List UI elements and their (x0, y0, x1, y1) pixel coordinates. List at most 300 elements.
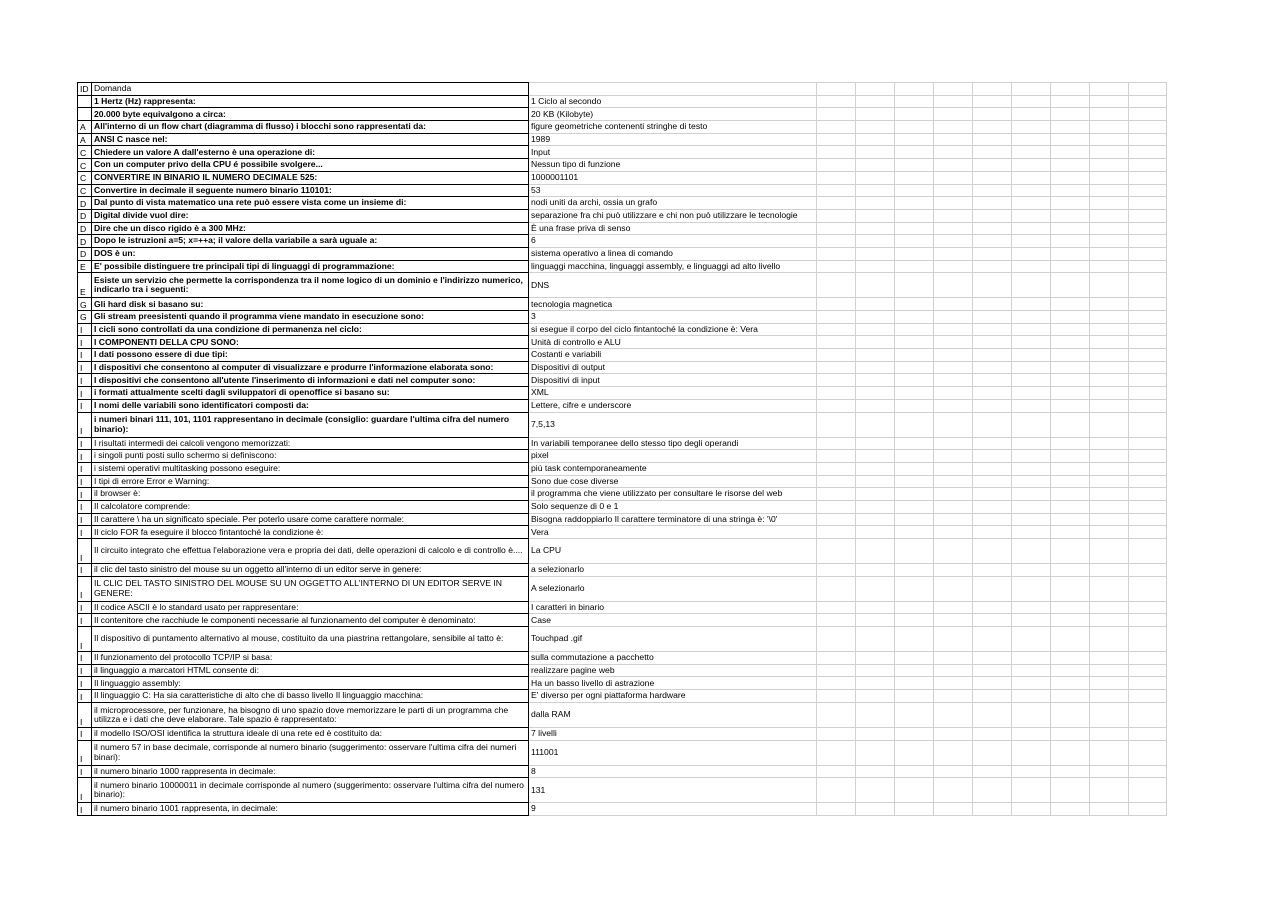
empty-cell (1090, 778, 1129, 803)
empty-cell (817, 564, 856, 577)
table-row (78, 614, 1167, 627)
row-id-cell: I (78, 513, 92, 526)
empty-cell (1012, 235, 1051, 248)
answer-cell: I caratteri in binario (529, 601, 817, 614)
empty-cell (1012, 702, 1051, 727)
question-cell: I dispositivi che consentono all'utente l'inserimento di informazioni e dati nel computer sono: (92, 374, 529, 387)
empty-cell (817, 121, 856, 134)
empty-cell (856, 171, 895, 184)
empty-cell (856, 539, 895, 564)
empty-cell (934, 247, 973, 260)
answer-cell: La CPU (529, 539, 817, 564)
empty-cell (1090, 437, 1129, 450)
empty-cell (1129, 664, 1167, 677)
empty-cell (1012, 526, 1051, 539)
empty-cell (1129, 627, 1167, 652)
table-row (78, 475, 1167, 488)
table-row (78, 690, 1167, 703)
empty-cell (973, 197, 1012, 210)
empty-cell (1012, 500, 1051, 513)
empty-cell (856, 690, 895, 703)
question-cell: Il circuito integrato che effettua l'elaborazione vera e propria dei dati, delle operazioni di calcolo e di controllo è.... (92, 539, 529, 564)
empty-cell (1129, 803, 1167, 816)
empty-cell (817, 513, 856, 526)
table-row (78, 500, 1167, 513)
question-cell: Il codice ASCII è lo standard usato per rappresentare: (92, 601, 529, 614)
question-cell: Il carattere \ ha un significato speciale. Per poterlo usare come carattere normale: (92, 513, 529, 526)
empty-cell (934, 260, 973, 273)
answer-cell: 53 (529, 184, 817, 197)
empty-cell (1129, 298, 1167, 311)
empty-cell (1090, 171, 1129, 184)
table-row (78, 108, 1167, 121)
empty-cell (1051, 273, 1090, 298)
empty-cell (817, 273, 856, 298)
question-cell: il microprocessore, per funzionare, ha bisogno di uno spazio dove memorizzare le parti di un programma che utilizza e i dati che deve elaborare. Tale spazio è rappresentato: (92, 702, 529, 727)
empty-cell (934, 803, 973, 816)
empty-cell (1051, 677, 1090, 690)
answer-cell: Ha un basso livello di astrazione (529, 677, 817, 690)
empty-cell (1051, 146, 1090, 159)
empty-cell (895, 361, 934, 374)
empty-cell (1051, 323, 1090, 336)
table-row (78, 627, 1167, 652)
empty-cell (1012, 374, 1051, 387)
answer-cell: nodi uniti da archi, ossia un grafo (529, 197, 817, 210)
empty-cell (1090, 311, 1129, 324)
answer-cell: Case (529, 614, 817, 627)
question-cell: i formati attualmente scelti dagli sviluppatori di openoffice si basano su: (92, 387, 529, 400)
question-cell: il numero binario 1001 rappresenta, in decimale: (92, 803, 529, 816)
empty-cell (1051, 374, 1090, 387)
empty-cell (1090, 184, 1129, 197)
empty-cell (1012, 539, 1051, 564)
empty-cell (1090, 235, 1129, 248)
empty-cell (934, 121, 973, 134)
empty-cell (934, 209, 973, 222)
empty-cell (856, 361, 895, 374)
empty-cell (973, 539, 1012, 564)
row-id-cell: C (78, 184, 92, 197)
empty-cell (856, 209, 895, 222)
empty-cell (895, 273, 934, 298)
empty-cell (1051, 349, 1090, 362)
empty-cell (1090, 627, 1129, 652)
empty-cell (1012, 298, 1051, 311)
empty-cell (1090, 121, 1129, 134)
empty-cell (1129, 564, 1167, 577)
empty-cell (856, 702, 895, 727)
empty-cell (934, 702, 973, 727)
question-cell: I cicli sono controllati da una condizione di permanenza nel ciclo: (92, 323, 529, 336)
empty-cell (1012, 614, 1051, 627)
question-cell: All'interno di un flow chart (diagramma di flusso) i blocchi sono rappresentati da: (92, 121, 529, 134)
empty-cell (1012, 121, 1051, 134)
empty-cell (895, 462, 934, 475)
answer-cell: XML (529, 387, 817, 400)
empty-cell (973, 702, 1012, 727)
empty-cell (1051, 576, 1090, 601)
answer-cell: figure geometriche contenenti stringhe di testo (529, 121, 817, 134)
empty-cell (934, 235, 973, 248)
empty-cell (1090, 83, 1129, 96)
table-row (78, 247, 1167, 260)
question-cell: Gli hard disk si basano su: (92, 298, 529, 311)
empty-cell (1051, 702, 1090, 727)
header-row (78, 83, 1167, 96)
row-id-cell: I (78, 601, 92, 614)
empty-cell (895, 184, 934, 197)
empty-cell (1129, 184, 1167, 197)
empty-cell (856, 488, 895, 501)
table-row (78, 121, 1167, 134)
row-id-cell: G (78, 311, 92, 324)
empty-cell (817, 412, 856, 437)
empty-cell (1051, 627, 1090, 652)
empty-cell (973, 374, 1012, 387)
answer-cell: 8 (529, 765, 817, 778)
empty-cell (856, 108, 895, 121)
empty-cell (973, 260, 1012, 273)
empty-cell (1012, 740, 1051, 765)
question-cell: Il contenitore che racchiude le componenti necessarie al funzionamento del computer è denominato: (92, 614, 529, 627)
answer-cell: Costanti e variabili (529, 349, 817, 362)
empty-cell (1012, 475, 1051, 488)
row-id-cell: I (78, 702, 92, 727)
question-cell: i sistemi operativi multitasking possono eseguire: (92, 462, 529, 475)
empty-cell (1129, 740, 1167, 765)
empty-cell (895, 576, 934, 601)
empty-cell (1090, 95, 1129, 108)
empty-cell (856, 652, 895, 665)
empty-cell (1051, 399, 1090, 412)
empty-cell (1012, 450, 1051, 463)
empty-cell (973, 349, 1012, 362)
empty-cell (1051, 184, 1090, 197)
empty-cell (817, 159, 856, 172)
empty-cell (934, 374, 973, 387)
empty-cell (1051, 361, 1090, 374)
empty-cell (817, 171, 856, 184)
answer-cell: 7,5,13 (529, 412, 817, 437)
empty-cell (895, 209, 934, 222)
empty-cell (973, 399, 1012, 412)
empty-cell (1090, 273, 1129, 298)
row-id-cell: I (78, 627, 92, 652)
empty-cell (856, 564, 895, 577)
empty-cell (934, 171, 973, 184)
empty-cell (1090, 652, 1129, 665)
table-row (78, 209, 1167, 222)
empty-cell (895, 121, 934, 134)
answer-cell: 1000001101 (529, 171, 817, 184)
table-row (78, 601, 1167, 614)
question-cell: Il ciclo FOR fa eseguire il blocco fintantoché la condizione è: (92, 526, 529, 539)
empty-cell (1012, 576, 1051, 601)
empty-cell (856, 601, 895, 614)
answer-cell: separazione fra chi può utilizzare e chi non può utilizzare le tecnologie (529, 209, 817, 222)
empty-cell (1090, 247, 1129, 260)
empty-cell (1129, 387, 1167, 400)
empty-cell (895, 171, 934, 184)
empty-cell (973, 83, 1012, 96)
empty-cell (1090, 500, 1129, 513)
empty-cell (973, 222, 1012, 235)
empty-cell (1051, 209, 1090, 222)
table-row (78, 349, 1167, 362)
empty-cell (1051, 488, 1090, 501)
empty-cell (1129, 765, 1167, 778)
table-row (78, 462, 1167, 475)
empty-cell (1090, 374, 1129, 387)
empty-cell (934, 412, 973, 437)
question-cell: il numero binario 10000011 in decimale corrisponde al numero (suggerimento: osservare l'ultima cifra del numero binario): (92, 778, 529, 803)
empty-cell (1012, 765, 1051, 778)
empty-cell (817, 399, 856, 412)
empty-cell (817, 576, 856, 601)
empty-cell (1090, 146, 1129, 159)
empty-cell (895, 235, 934, 248)
row-id-cell: I (78, 526, 92, 539)
question-cell: Dopo le istruzioni a=5; x=++a; il valore della variabile a sarà uguale a: (92, 235, 529, 248)
empty-cell (1012, 652, 1051, 665)
empty-cell (817, 311, 856, 324)
empty-cell (934, 184, 973, 197)
empty-cell (934, 778, 973, 803)
answer-cell: Dispositivi di input (529, 374, 817, 387)
question-cell: CONVERTIRE IN BINARIO IL NUMERO DECIMALE 525: (92, 171, 529, 184)
empty-cell (1129, 652, 1167, 665)
empty-cell (1129, 727, 1167, 740)
row-id-cell: A (78, 121, 92, 134)
empty-cell (895, 247, 934, 260)
answer-cell: linguaggi macchina, linguaggi assembly, e linguaggi ad alto livello (529, 260, 817, 273)
table-row (78, 298, 1167, 311)
answer-cell: dalla RAM (529, 702, 817, 727)
empty-cell (856, 677, 895, 690)
empty-cell (856, 146, 895, 159)
empty-cell (1012, 690, 1051, 703)
empty-cell (1129, 222, 1167, 235)
empty-cell (1090, 539, 1129, 564)
empty-cell (817, 146, 856, 159)
table-row (78, 336, 1167, 349)
question-cell: E' possibile distinguere tre principali tipi di linguaggi di programmazione: (92, 260, 529, 273)
empty-cell (1129, 513, 1167, 526)
row-id-cell: I (78, 652, 92, 665)
empty-cell (895, 197, 934, 210)
question-cell: Convertire in decimale il seguente numero binario 110101: (92, 184, 529, 197)
empty-cell (1012, 462, 1051, 475)
row-id-cell: I (78, 765, 92, 778)
empty-cell (895, 539, 934, 564)
answer-cell: Touchpad .gif (529, 627, 817, 652)
empty-cell (1090, 740, 1129, 765)
empty-cell (934, 399, 973, 412)
empty-cell (817, 450, 856, 463)
empty-cell (895, 108, 934, 121)
question-cell: Il linguaggio C: Ha sia caratteristiche di alto che di basso livello Il linguaggio macchina: (92, 690, 529, 703)
empty-cell (1129, 311, 1167, 324)
table-row (78, 184, 1167, 197)
answer-cell: il programma che viene utilizzato per consultare le risorse del web (529, 488, 817, 501)
empty-cell (817, 539, 856, 564)
table-row (78, 361, 1167, 374)
empty-cell (934, 690, 973, 703)
empty-cell (1012, 437, 1051, 450)
empty-cell (856, 349, 895, 362)
empty-cell (895, 83, 934, 96)
row-id-cell: I (78, 336, 92, 349)
empty-cell (1129, 235, 1167, 248)
answer-cell: 1 Ciclo al secondo (529, 95, 817, 108)
table-row (78, 526, 1167, 539)
question-cell: Esiste un servizio che permette la corrispondenza tra il nome logico di un dominio e l'indirizzo numerico, indicarlo tra i seguenti: (92, 273, 529, 298)
empty-cell (934, 133, 973, 146)
row-id-cell: C (78, 171, 92, 184)
empty-cell (856, 437, 895, 450)
empty-cell (856, 298, 895, 311)
empty-cell (817, 323, 856, 336)
empty-cell (1051, 564, 1090, 577)
answer-cell: Vera (529, 526, 817, 539)
empty-cell (1051, 260, 1090, 273)
empty-cell (1129, 121, 1167, 134)
table-row (78, 133, 1167, 146)
empty-cell (1051, 336, 1090, 349)
empty-cell (1012, 260, 1051, 273)
empty-cell (934, 387, 973, 400)
row-id-cell: I (78, 462, 92, 475)
empty-cell (1129, 702, 1167, 727)
answer-cell: Input (529, 146, 817, 159)
empty-cell (817, 652, 856, 665)
empty-cell (1129, 614, 1167, 627)
questions-table (77, 82, 1167, 816)
empty-cell (934, 108, 973, 121)
empty-cell (1051, 690, 1090, 703)
empty-cell (1090, 513, 1129, 526)
empty-cell (1051, 412, 1090, 437)
table-row (78, 652, 1167, 665)
empty-cell (1090, 765, 1129, 778)
empty-cell (1129, 526, 1167, 539)
empty-cell (934, 450, 973, 463)
empty-cell (934, 652, 973, 665)
empty-cell (1012, 311, 1051, 324)
empty-cell (973, 500, 1012, 513)
empty-cell (895, 475, 934, 488)
empty-cell (973, 576, 1012, 601)
table-row (78, 765, 1167, 778)
empty-cell (973, 361, 1012, 374)
empty-cell (895, 664, 934, 677)
empty-cell (1051, 526, 1090, 539)
table-row (78, 513, 1167, 526)
empty-cell (1012, 159, 1051, 172)
empty-cell (817, 437, 856, 450)
table-row (78, 412, 1167, 437)
empty-cell (1012, 412, 1051, 437)
table-row (78, 399, 1167, 412)
empty-cell (1129, 361, 1167, 374)
empty-cell (973, 184, 1012, 197)
empty-cell (934, 765, 973, 778)
empty-cell (1129, 209, 1167, 222)
empty-cell (1129, 601, 1167, 614)
question-cell: i numeri binari 111, 101, 1101 rappresentano in decimale (consiglio: guardare l'ultima cifra del numero binario): (92, 412, 529, 437)
empty-cell (973, 323, 1012, 336)
empty-cell (817, 601, 856, 614)
empty-cell (934, 664, 973, 677)
empty-cell (973, 664, 1012, 677)
empty-cell (1090, 450, 1129, 463)
empty-cell (1051, 462, 1090, 475)
answer-cell: E' diverso per ogni piattaforma hardware (529, 690, 817, 703)
question-cell: Il dispositivo di puntamento alternativo al mouse, costituito da una piastrina rettangolare, sensibile al tatto è: (92, 627, 529, 652)
empty-cell (895, 526, 934, 539)
empty-cell (1051, 247, 1090, 260)
empty-cell (856, 159, 895, 172)
empty-cell (1129, 336, 1167, 349)
empty-cell (973, 475, 1012, 488)
empty-cell (817, 260, 856, 273)
empty-cell (1012, 677, 1051, 690)
empty-cell (1090, 361, 1129, 374)
empty-cell (1090, 614, 1129, 627)
header-answer (529, 83, 817, 96)
empty-cell (1051, 740, 1090, 765)
row-id-cell: I (78, 475, 92, 488)
row-id-cell: I (78, 387, 92, 400)
empty-cell (934, 83, 973, 96)
empty-cell (856, 778, 895, 803)
empty-cell (817, 727, 856, 740)
empty-cell (856, 197, 895, 210)
empty-cell (1090, 222, 1129, 235)
empty-cell (856, 627, 895, 652)
empty-cell (1012, 336, 1051, 349)
empty-cell (934, 273, 973, 298)
empty-cell (1090, 576, 1129, 601)
empty-cell (1129, 83, 1167, 96)
row-id-cell: I (78, 576, 92, 601)
empty-cell (934, 298, 973, 311)
table-row (78, 222, 1167, 235)
empty-cell (1051, 83, 1090, 96)
empty-cell (973, 159, 1012, 172)
empty-cell (856, 121, 895, 134)
empty-cell (1051, 133, 1090, 146)
question-cell: Il linguaggio assembly: (92, 677, 529, 690)
empty-cell (1051, 614, 1090, 627)
empty-cell (817, 500, 856, 513)
empty-cell (895, 260, 934, 273)
row-id-cell: E (78, 260, 92, 273)
table-row (78, 260, 1167, 273)
empty-cell (1090, 564, 1129, 577)
empty-cell (895, 677, 934, 690)
empty-cell (856, 184, 895, 197)
row-id-cell: I (78, 361, 92, 374)
empty-cell (817, 488, 856, 501)
empty-cell (1012, 222, 1051, 235)
question-cell: il numero binario 1000 rappresenta in decimale: (92, 765, 529, 778)
empty-cell (1051, 539, 1090, 564)
empty-cell (856, 399, 895, 412)
table-row (78, 803, 1167, 816)
empty-cell (1012, 133, 1051, 146)
